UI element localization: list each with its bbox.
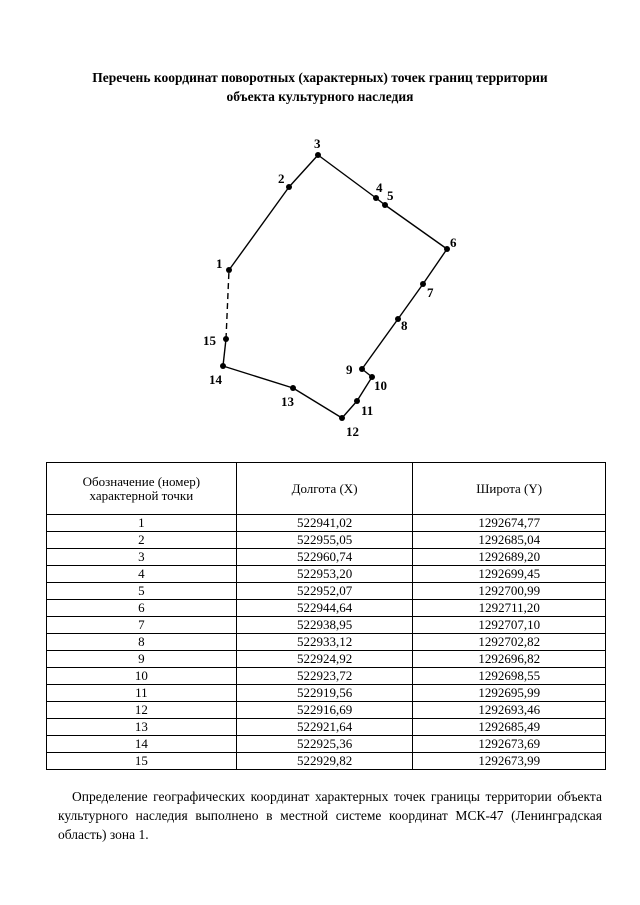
cell-latitude-y: 1292707,10: [413, 617, 606, 634]
vertex-point: [315, 152, 321, 158]
table-row: [47, 549, 606, 566]
vertex-label: 11: [361, 403, 374, 418]
cell-longitude-x: 522952,07: [236, 583, 413, 600]
boundary-segment: [293, 388, 342, 418]
boundary-segment: [289, 155, 318, 187]
title-line-2: объекта культурного наследия: [226, 89, 414, 104]
cell-longitude-x: 522941,02: [236, 515, 413, 532]
vertex-label: 6: [450, 235, 457, 250]
cell-latitude-y: 1292702,82: [413, 634, 606, 651]
table-row: [47, 515, 606, 532]
cell-longitude-x: 522919,56: [236, 685, 413, 702]
vertex-point: [339, 415, 345, 421]
table-row: [47, 668, 606, 685]
vertex-point: [420, 281, 426, 287]
cell-latitude-y: 1292673,69: [413, 736, 606, 753]
table-row: [47, 719, 606, 736]
cell-latitude-y: 1292689,20: [413, 549, 606, 566]
vertex-point: [373, 195, 379, 201]
cell-latitude-y: 1292673,99: [413, 753, 606, 770]
title-line-1: Перечень координат поворотных (характерных) точек границ территории: [92, 70, 548, 85]
cell-longitude-x: 522960,74: [236, 549, 413, 566]
header-x: Долгота (X): [236, 463, 413, 515]
vertex-point: [223, 336, 229, 342]
boundary-segment: [423, 249, 447, 284]
vertex-point: [359, 366, 365, 372]
cell-longitude-x: 522921,64: [236, 719, 413, 736]
cell-longitude-x: 522923,72: [236, 668, 413, 685]
vertex-point: [290, 385, 296, 391]
cell-latitude-y: 1292674,77: [413, 515, 606, 532]
vertex-label: 1: [216, 256, 223, 271]
boundary-segment: [223, 366, 293, 388]
cell-longitude-x: 522929,82: [236, 753, 413, 770]
boundary-segment: [229, 187, 289, 270]
table-row: [47, 736, 606, 753]
cell-longitude-x: 522925,36: [236, 736, 413, 753]
vertex-label: 12: [346, 424, 359, 439]
header-point-line-2: характерной точки: [89, 487, 194, 503]
table-body: [47, 515, 606, 770]
table-row: [47, 753, 606, 770]
cell-longitude-x: 522916,69: [236, 702, 413, 719]
boundary-segment: [318, 155, 376, 198]
vertex-label: 10: [374, 378, 387, 393]
vertex-point: [220, 363, 226, 369]
note-text: Определение географических координат характерных точек границы территории объекта культурного наследия выполнено в местной системе координат МСК-47 (Ленинградская область) зона 1.: [58, 789, 602, 842]
vertex-label: 8: [401, 318, 408, 333]
boundary-vertices: [220, 152, 450, 421]
header-point-line-1: Обозначение (номер): [82, 473, 201, 489]
vertex-label: 3: [314, 136, 321, 151]
cell-longitude-x: 522944,64: [236, 600, 413, 617]
vertex-label: 15: [203, 333, 216, 348]
boundary-segment: [398, 284, 423, 319]
cell-point-number: 5: [47, 583, 237, 600]
coordinates-table: [46, 462, 606, 770]
cell-point-number: 7: [47, 617, 237, 634]
vertex-label: 13: [281, 394, 294, 409]
cell-latitude-y: 1292711,20: [413, 600, 606, 617]
cell-point-number: 13: [47, 719, 237, 736]
vertex-label: 14: [209, 372, 222, 387]
table-row: [47, 634, 606, 651]
cell-longitude-x: 522924,92: [236, 651, 413, 668]
cell-latitude-y: 1292698,55: [413, 668, 606, 685]
table-row: [47, 532, 606, 549]
boundary-labels: [203, 136, 457, 439]
header-point: [47, 463, 237, 515]
cell-point-number: 11: [47, 685, 237, 702]
cell-point-number: 1: [47, 515, 237, 532]
vertex-point: [226, 267, 232, 273]
vertex-label: 2: [278, 171, 285, 186]
vertex-label: 5: [387, 188, 394, 203]
cell-point-number: 8: [47, 634, 237, 651]
vertex-point: [354, 398, 360, 404]
cell-longitude-x: 522953,20: [236, 566, 413, 583]
table-row: [47, 685, 606, 702]
boundary-segment: [226, 270, 229, 339]
boundary-segment: [223, 339, 226, 366]
cell-latitude-y: 1292699,45: [413, 566, 606, 583]
cell-latitude-y: 1292693,46: [413, 702, 606, 719]
table-header-row: [47, 463, 606, 515]
vertex-label: 9: [346, 362, 353, 377]
cell-point-number: 4: [47, 566, 237, 583]
table-row: [47, 600, 606, 617]
boundary-segment: [385, 205, 447, 249]
cell-point-number: 2: [47, 532, 237, 549]
vertex-label: 7: [427, 285, 434, 300]
table-row: [47, 583, 606, 600]
table-row: [47, 651, 606, 668]
cell-longitude-x: 522938,95: [236, 617, 413, 634]
boundary-segment: [362, 319, 398, 369]
cell-point-number: 14: [47, 736, 237, 753]
cell-point-number: 10: [47, 668, 237, 685]
table-row: [47, 566, 606, 583]
cell-latitude-y: 1292685,04: [413, 532, 606, 549]
cell-point-number: 3: [47, 549, 237, 566]
note-paragraph: [58, 787, 602, 844]
cell-point-number: 9: [47, 651, 237, 668]
cell-point-number: 6: [47, 600, 237, 617]
cell-latitude-y: 1292695,99: [413, 685, 606, 702]
header-y: Широта (Y): [413, 463, 606, 515]
cell-latitude-y: 1292685,49: [413, 719, 606, 736]
cell-latitude-y: 1292696,82: [413, 651, 606, 668]
boundary-edges: [223, 155, 447, 418]
cell-latitude-y: 1292700,99: [413, 583, 606, 600]
cell-point-number: 15: [47, 753, 237, 770]
cell-longitude-x: 522933,12: [236, 634, 413, 651]
vertex-label: 4: [376, 180, 383, 195]
vertex-point: [286, 184, 292, 190]
cell-longitude-x: 522955,05: [236, 532, 413, 549]
table-row: [47, 702, 606, 719]
table-row: [47, 617, 606, 634]
boundary-segment: [342, 401, 357, 418]
boundary-segment: [357, 377, 372, 401]
cell-point-number: 12: [47, 702, 237, 719]
